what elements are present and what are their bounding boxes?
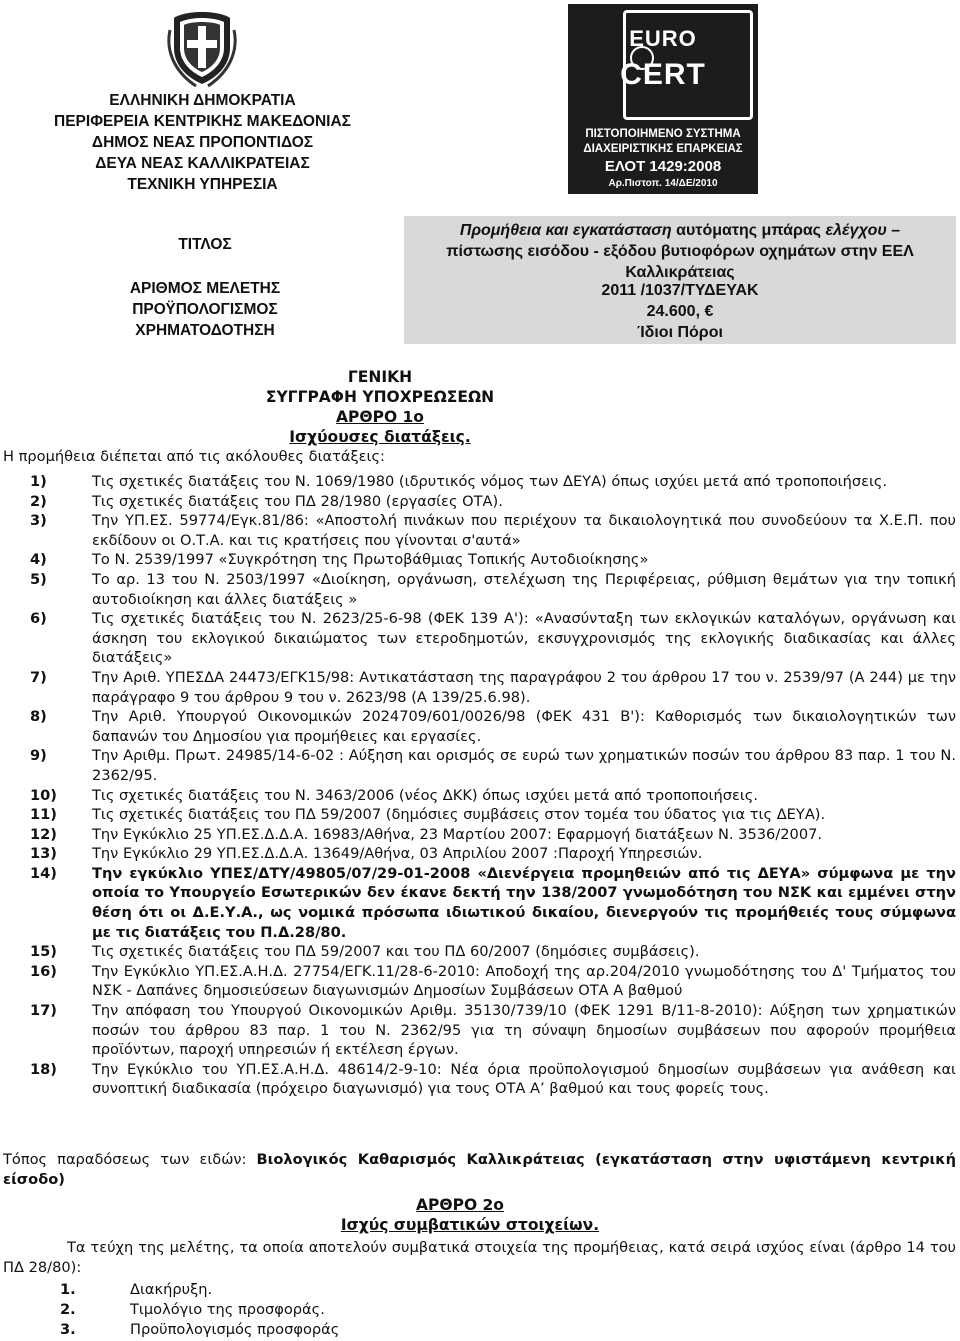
provision-item xyxy=(30,570,956,609)
heading-article-1: ΑΡΘΡΟ 1ο xyxy=(336,408,424,426)
provision-number: 18) xyxy=(30,1060,57,1078)
provision-text: Τις σχετικές διατάξεις του ΠΔ 59/2007 (δημόσιες συμβάσεις στον τομέα του ύδατος για τις ΔΕΥΑ). xyxy=(92,806,826,824)
funding-label: ΧΡΗΜΑΤΟΔΟΤΗΣΗ xyxy=(135,322,275,339)
list-item-text: Διακήρυξη. xyxy=(130,1281,213,1298)
provision-text: Την Εγκύκλιο του ΥΠ.ΕΣ.Α.Η.Δ. 48614/2-9-10: Νέα όρια προϋπολογισμού δημοσίων συμβάσεων για ανάθεση και συνοπτική διαδικασία (πρόχειρο διαγωνισμό) για τους ΟΤΑ Α’ βαθμού και τους φορείς τους. xyxy=(92,1060,956,1098)
provision-text: Την Αριθμ. Πρωτ. 24985/14-6-02 : Αύξηση και ορισμός σε ευρώ των χρηματικών ποσών του άρθρου 83 παρ. 1 του Ν. 2362/95. xyxy=(92,747,956,784)
provision-text: Την Εγκύκλιο 25 ΥΠ.ΕΣ.Δ.Δ.Α. 16983/Αθήνα, 23 Μαρτίου 2007: Εφαρμογή διατάξεων Ν. 3536/2007. xyxy=(92,825,823,843)
issuer-block xyxy=(0,90,405,195)
study-title xyxy=(404,220,956,283)
title-italic-1: Προμήθεια και εγκατάσταση xyxy=(459,222,672,239)
provision-number: 10) xyxy=(30,786,57,804)
provisions-list xyxy=(30,472,956,1099)
provisions-intro: Η προμήθεια διέπεται από τις ακόλουθες διατάξεις: xyxy=(3,448,385,465)
issuer-line: ΠΕΡΙΦΕΡΕΙΑ ΚΕΝΤΡΙΚΗΣ ΜΑΚΕΔΟΝΙΑΣ xyxy=(54,113,351,130)
provision-number: 16) xyxy=(30,962,57,980)
issuer-line: ΕΛΛΗΝΙΚΗ ΔΗΜΟΚΡΑΤΙΑ xyxy=(109,92,296,109)
provision-item xyxy=(30,472,956,492)
provision-number: 5) xyxy=(30,570,47,588)
provision-text: Την Εγκύκλιο 29 ΥΠ.ΕΣ.Δ.Δ.Α. 13649/Αθήνα, 03 Απριλίου 2007 :Παροχή Υπηρεσιών. xyxy=(92,845,703,863)
provision-number: 3) xyxy=(30,512,47,530)
title-italic-2: ελέγχου – xyxy=(825,222,901,239)
provision-number: 12) xyxy=(30,825,57,843)
provision-item xyxy=(30,707,956,746)
delivery-place-label: Τόπος παραδόσεως των ειδών: xyxy=(3,1151,257,1168)
provision-text: Την εγκύκλιο ΥΠΕΣ/ΔΤΥ/49805/07/29-01-2008 «Διενέργεια προμηθειών από τις ΔΕΥΑ» σύμφωνα με την οποία το Υπουργείο Εσωτερικών δεν έκανε δεκτή την 138/2007 γνωμοδότηση του ΝΣΚ και εμμένει στην θέση ότι οι Δ.Ε.Υ.Α., ως νομικά πρόσωπα ιδιωτικού δικαίου, διενεργούν τις προμήθειές τους σύμφωνα με τις διατάξεις του Π.Δ.28/80. xyxy=(92,864,956,941)
provision-number: 8) xyxy=(30,708,47,726)
provision-text: Το αρ. 13 του Ν. 2503/1997 «Διοίκηση, οργάνωση, στελέχωση της Περιφέρειας, ρύθμιση θεμάτων για την τοπική αυτοδιοίκηση και άλλες διατάξεις » xyxy=(92,570,956,608)
provision-item xyxy=(30,962,956,1001)
provision-text: Τις σχετικές διατάξεις του ΠΔ 59/2007 και του ΠΔ 60/2007 (δημόσιες συμβάσεις). xyxy=(92,943,700,961)
greek-coat-of-arms-icon xyxy=(166,8,238,88)
heading-obligations: ΣΥΓΓΡΑΦΗ ΥΠΟΧΡΕΩΣΕΩΝ xyxy=(265,388,495,406)
provision-item xyxy=(30,609,956,668)
provision-number: 6) xyxy=(30,610,47,628)
logo-euro-text: EURO xyxy=(629,26,697,51)
study-number: 2011 /1037/ΤΥΔΕΥΑΚ xyxy=(601,282,759,299)
provision-text: Τις σχετικές διατάξεις του Ν. 2623/25-6-98 (ΦΕΚ 139 Α'): «Ανασύνταξη των εκλογικών καταλόγων, οργάνωση και άσκηση του εκλογικού δικαιώματος των ετεροδημοτών, εκσυγχρονισμός της εκλογικής διαδικασίας και άλλες διατάξεις» xyxy=(92,610,956,667)
provision-item xyxy=(30,492,956,512)
provision-item xyxy=(30,550,956,570)
provision-item xyxy=(30,668,956,707)
study-number-label: ΑΡΙΘΜΟΣ ΜΕΛΕΤΗΣ xyxy=(129,280,281,297)
provision-item xyxy=(30,786,956,806)
provision-text: Το Ν. 2539/1997 «Συγκρότηση της Πρωτοβάθμιας Τοπικής Αυτοδιοίκησης» xyxy=(92,551,649,569)
provision-item xyxy=(30,1001,956,1060)
provision-number: 1) xyxy=(30,473,47,490)
budget-value: 24.600, € xyxy=(646,303,714,320)
heading-article-2-title: Ισχύς συμβατικών στοιχείων. xyxy=(340,1216,600,1234)
provision-item xyxy=(30,825,956,845)
delivery-place-value: Βιολογικός Καθαρισμός Καλλικράτειας (εγκατάσταση στην υφιστάμενη κεντρική είσοδο) xyxy=(3,1151,956,1188)
list-item-number: 3. xyxy=(60,1321,76,1338)
provision-text: Τις σχετικές διατάξεις του Ν. 3463/2006 (νέος ΔΚΚ) όπως ισχύει μετά από τροποποιήσεις. xyxy=(92,786,758,804)
provision-text: Τις σχετικές διατάξεις του Ν. 1069/1980 (ιδρυτικός νόμος των ΔΕΥΑ) όπως ισχύει μετά από τροποποιήσεις. xyxy=(92,473,888,490)
provision-number: 13) xyxy=(30,845,57,863)
list-item xyxy=(60,1320,339,1340)
issuer-line: ΤΕΧΝΙΚΗ ΥΠΗΡΕΣΙΑ xyxy=(127,176,278,193)
provision-text: Την Αριθ. ΥΠΕΣΔΑ 24473/ΕΓΚ15/98: Αντικατάσταση της παραγράφου 2 του άρθρου 17 του ν. 2539/97 (Α 244) με την παράγραφο 9 του άρθρου 9 του ν. 2623/98 (Α 139/25.6.98). xyxy=(92,668,956,706)
delivery-place xyxy=(3,1150,956,1190)
budget-label: ΠΡΟΫΠΟΛΟΓΙΣΜΟΣ xyxy=(132,301,278,318)
provision-item xyxy=(30,942,956,962)
provision-number: 14) xyxy=(30,864,57,882)
title-label: ΤΙΤΛΟΣ xyxy=(178,236,232,253)
funding-value: Ίδιοι Πόροι xyxy=(637,324,723,341)
heading-article-1-title: Ισχύουσες διατάξεις. xyxy=(289,428,471,446)
contract-documents-intro: Τα τεύχη της μελέτης, τα οποία αποτελούν συμβατικά στοιχεία της προμήθειας, κατά σειρά ισχύος είναι (άρθρο 14 του ΠΔ 28/80): xyxy=(3,1239,956,1276)
title-line-2: πίστωσης εισόδου - εξόδου βυτιοφόρων οχημάτων στην ΕΕΛ xyxy=(446,243,914,260)
list-item-number: 1. xyxy=(60,1281,76,1298)
provision-item xyxy=(30,805,956,825)
issuer-line: ΔΗΜΟΣ ΝΕΑΣ ΠΡΟΠΟΝΤΙΔΟΣ xyxy=(91,134,314,151)
issuer-line: ΔΕΥΑ ΝΕΑΣ ΚΑΛΛΙΚΡΑΤΕΙΑΣ xyxy=(95,155,310,172)
provision-item xyxy=(30,844,956,864)
title-line-3: Καλλικράτειας xyxy=(625,264,735,281)
provision-number: 7) xyxy=(30,668,47,686)
provision-text: Την Εγκύκλιο ΥΠ.ΕΣ.Α.Η.Δ. 27754/ΕΓΚ.11/28-6-2010: Αποδοχή της αρ.204/2010 γνωμοδότησης του Δ' Τμήματος του ΝΣΚ - Δαπάνες δημοσιεύσεων διαγωνισμών Δημοσίων Συμβάσεων ΟΤΑ Α βαθμού xyxy=(92,962,956,1000)
logo-cert-text: CERT xyxy=(620,58,706,91)
list-item xyxy=(60,1280,339,1300)
list-item-text: Προϋπολογισμός προσφοράς xyxy=(130,1321,340,1338)
provision-number: 15) xyxy=(30,943,57,961)
provision-item xyxy=(30,746,956,785)
heading-general: ΓΕΝΙΚΗ xyxy=(347,368,413,386)
cert-line-2: ΔΙΑΧΕΙΡΙΣΤΙΚΗΣ ΕΠΑΡΚΕΙΑΣ xyxy=(583,143,743,155)
list-item-number: 2. xyxy=(60,1301,76,1318)
provision-text: Την ΥΠ.ΕΣ. 59774/Εγκ.81/86: «Αποστολή πινάκων που περιέχουν τα δικαιολογητικά που συνοδεύουν τα Χ.Ε.Π. που εκδίδουν οι Ο.Τ.Α. και τις κρατήσεις που γίνονται σ'αυτά» xyxy=(92,512,956,549)
provision-number: 2) xyxy=(30,492,47,510)
provision-item xyxy=(30,1060,956,1099)
heading-article-2: ΑΡΘΡΟ 2ο xyxy=(416,1196,504,1214)
list-item-text: Τιμολόγιο της προσφοράς. xyxy=(130,1301,325,1318)
provision-item xyxy=(30,864,956,942)
provision-text: Την απόφαση του Υπουργού Οικονομικών Αριθμ. 35130/739/10 (ΦΕΚ 1291 Β/11-8-2010): Αύξηση των χρηματικών ποσών του άρθρου 83 παρ. 1 του Ν. 2362/95 για τη σύναψη δημοσίων συμβάσεων που αφορούν προμήθεια προϊόντων, παροχή υπηρεσιών ή εκτέλεση έργων. xyxy=(92,1002,956,1059)
cert-standard: ΕΛΟΤ 1429:2008 xyxy=(604,158,722,175)
cert-line-1: ΠΙΣΤΟΠΟΙΗΜΕΝΟ ΣΥΣΤΗΜΑ xyxy=(585,128,741,140)
contract-documents-list xyxy=(60,1280,339,1340)
provision-number: 11) xyxy=(30,806,57,824)
provision-number: 4) xyxy=(30,551,47,569)
provision-number: 17) xyxy=(30,1002,57,1020)
eurocert-certification-logo xyxy=(568,4,758,194)
provision-text: Τις σχετικές διατάξεις του ΠΔ 28/1980 (εργασίες ΟΤΑ). xyxy=(92,492,503,510)
provision-item xyxy=(30,511,956,550)
provision-number: 9) xyxy=(30,747,47,765)
cert-number: Αρ.Πιστοπ. 14/ΔΕ/2010 xyxy=(608,178,718,189)
list-item xyxy=(60,1300,339,1320)
title-normal-1: αυτόματης μπάρας xyxy=(671,222,826,239)
provision-text: Την Αριθ. Υπουργού Οικονομικών 2024709/601/0026/98 (ΦΕΚ 431 Β'): Καθορισμός των δικαιολογητικών των δαπανών του Δημοσίου για προμήθειες και εργασίες. xyxy=(92,708,956,745)
